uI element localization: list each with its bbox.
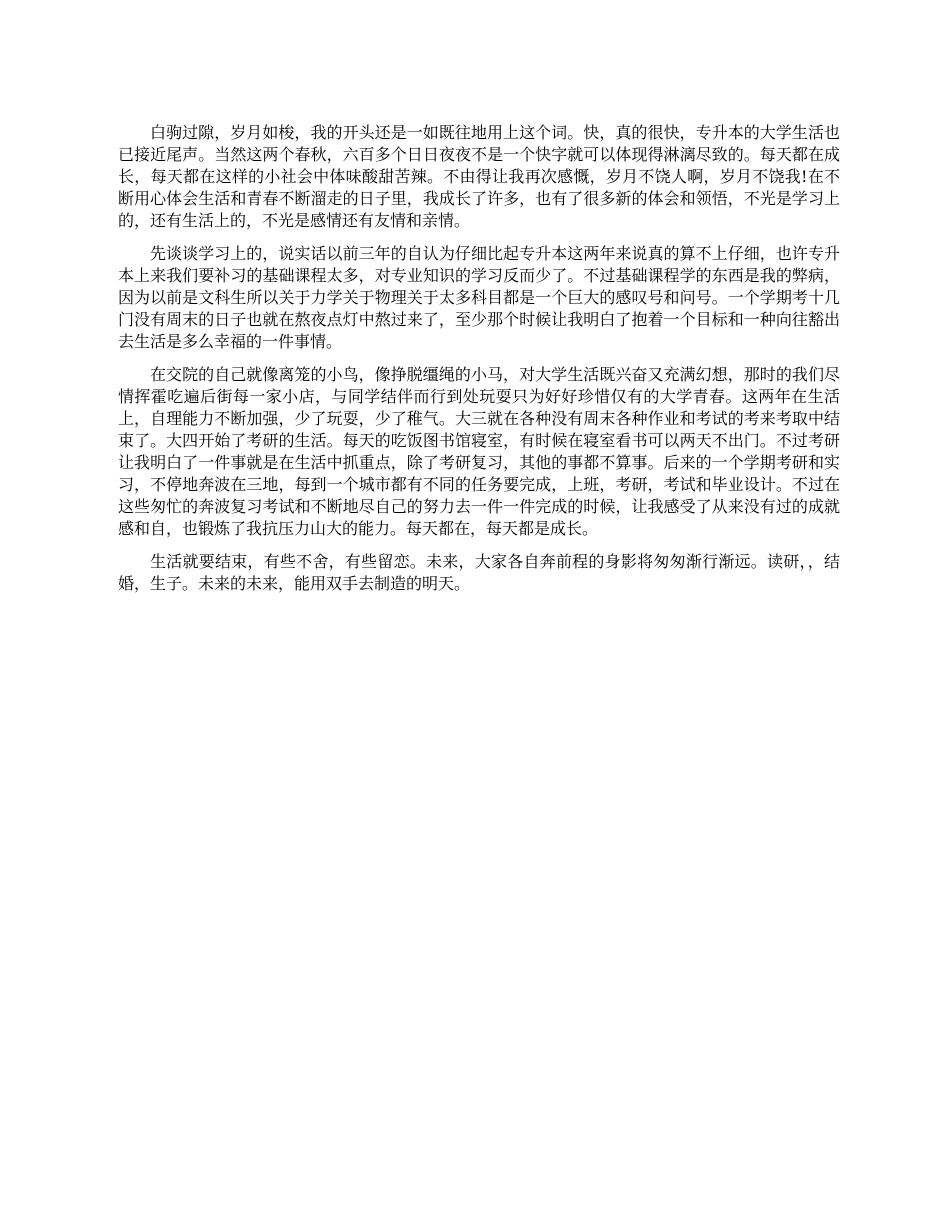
paragraph-2: 先谈谈学习上的，说实话以前三年的自认为仔细比起专升本这两年来说真的算不上仔细，也许专升本上来我们要补习的基础课程太多，对专业知识的学习反而少了。不过基础课程学的东西是我的弊病，因为以前是文科生所以关于力学关于物理关于太多科目都是一个巨大的感叹号和问号。一个学期考十几门没有周末的日子也就在熬夜点灯中熬过来了，至少那个时候让我明白了抱着一个目标和一种向往豁出去生活是多么幸福的一件事情。 [118,244,840,351]
paragraph-4: 生活就要结束，有些不舍，有些留恋。未来，大家各自奔前程的身影将匆匆渐行渐远。读研，，结婚，生子。未来的未来，能用双手去制造的明天。 [118,552,840,593]
paragraph-3: 在交院的自己就像离笼的小鸟，像挣脱缰绳的小马，对大学生活既兴奋又充满幻想，那时的我们尽情挥霍吃遍后街每一家小店，与同学结伴而行到处玩耍只为好好珍惜仅有的大学青春。这两年在生活上，自理能力不断加强，少了玩耍，少了稚气。大三就在各种没有周末各种作业和考试的考来考取中结束了。大四开始了考研的生活。每天的吃饭图书馆寝室，有时候在寝室看书可以两天不出门。不过考研让我明白了一件事就是在生活中抓重点，除了考研复习，其他的事都不算事。后来的一个学期考研和实习，不停地奔波在三地，每到一个城市都有不同的任务要完成，上班，考研，考试和毕业设计。不过在这些匆忙的奔波复习考试和不断地尽自己的努力去一件一件完成的时候，让我感受了从来没有过的成就感和自，也锻炼了我抗压力山大的能力。每天都在，每天都是成长。 [118,365,840,538]
paragraph-1: 白驹过隙，岁月如梭，我的开头还是一如既往地用上这个词。快，真的很快，专升本的大学生活也已接近尾声。当然这两个春秋，六百多个日日夜夜不是一个快字就可以体现得淋漓尽致的。每天都在成长，每天都在这样的小社会中体味酸甜苦辣。不由得让我再次感慨，岁月不饶人啊，岁月不饶我!在不断用心体会生活和青春不断溜走的日子里，我成长了许多，也有了很多新的体会和领悟，不光是学习上的，还有生活上的，不光是感情还有友情和亲情。 [118,123,840,230]
document-body [118,122,840,595]
